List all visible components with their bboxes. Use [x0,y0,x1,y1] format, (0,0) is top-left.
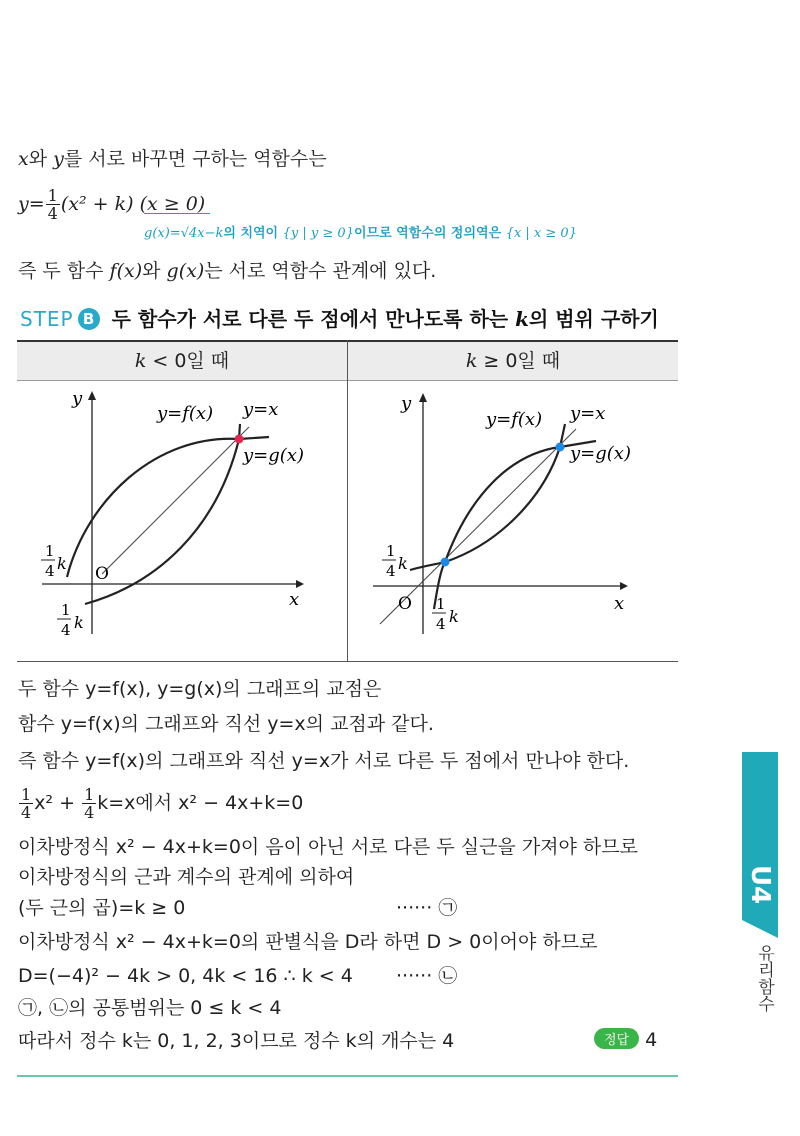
origin-label: O [398,594,412,614]
body-line-5: 이차방정식 x² − 4x+k=0이 음이 아닌 서로 다른 두 실근을 가져야 하므로 [18,836,638,858]
graph-k-nonnegative [348,379,678,661]
step-tag: STEP [20,307,74,331]
text: 즉 두 함수 [18,260,110,282]
yx-label: y=x [570,403,606,424]
curve-g [434,424,565,609]
case-header-left [17,340,347,381]
chapter-label: 유리함수 [754,944,774,1012]
g-label: y=g(x) [243,445,304,466]
intro-line-3 [18,258,436,284]
frac-num: 1 [84,785,95,804]
x-axis-arrow [296,580,304,588]
frac-den: 4 [436,615,446,633]
curve-f [410,441,596,570]
body-line-7: (두 근의 곱)=k ≥ 0 [18,897,186,919]
case-header-right [348,340,678,381]
body-line-9: D=(−4)² − 4k > 0, 4k < 16 ∴ k < 4 [18,965,353,987]
body-line-10: ㉠, ㉡의 공통범위는 0 ≤ k < 4 [18,997,282,1019]
bottom-rule [17,1075,678,1077]
text: 의 범위 구하기 [528,307,659,331]
y-axis-arrow [419,393,427,402]
note-math: g(x)=√4x−k [144,226,224,241]
answer-badge: 정답 [594,1028,639,1049]
frac-num: 1 [386,542,396,560]
var-k: k [515,307,529,331]
fraction [46,187,60,222]
frac-num: 1 [45,542,55,560]
body-line-2: 함수 y=f(x)의 그래프와 직선 y=x의 교점과 같다. [18,713,434,735]
frac-num: 1 [47,186,58,205]
text: x² + [34,792,76,814]
note-set: {x | x ≥ 0} [505,226,577,241]
y-label: y [72,388,83,409]
body-line-4 [18,784,303,822]
x-label: x [614,593,625,614]
math: f(x) [109,260,143,282]
frac-den: 4 [61,621,71,639]
var-x: x [18,148,29,170]
case-bottom-rule [17,661,678,662]
k-label: k [398,554,408,573]
answer [594,1028,657,1051]
chapter-code: U4 [745,865,775,905]
y-label: y [401,393,412,414]
frac-num: 1 [61,601,71,619]
g-label: y=g(x) [570,443,631,464]
frac-den: 4 [386,562,396,580]
step-title [112,307,659,331]
frac-num: 1 [21,785,32,804]
intersection-point [235,435,244,444]
x-label: x [289,589,300,610]
curve-f [67,437,269,577]
var-k: k [465,350,478,372]
body-line-6: 이차방정식의 근과 계수의 관계에 의하여 [18,866,355,888]
text: < 0일 때 [146,350,230,372]
note-text: 의 치역이 [223,226,283,241]
body-line-3: 즉 함수 y=f(x)의 그래프와 직선 y=x가 서로 다른 두 점에서 만나야 한다. [18,750,630,772]
var-y: y [53,148,64,170]
mark-2: ······ ㉡ [396,965,458,987]
frac-den: 4 [21,803,32,822]
inverse-equation [18,185,205,223]
frac-num: 1 [436,595,446,613]
frac-den: 4 [84,803,95,822]
text: 두 함수가 서로 다른 두 점에서 만나도록 하는 [111,307,516,331]
k-label: k [57,554,67,573]
f-label: y=f(x) [157,403,214,424]
f-label: y=f(x) [486,409,543,430]
step-letter-badge: B [78,308,100,330]
origin-label: O [95,564,109,584]
frac-den: 4 [45,562,55,580]
note-text: 이므로 역함수의 정의역은 [353,226,506,241]
body-line-8: 이차방정식 x² − 4x+k=0의 판별식을 D라 하면 D > 0이어야 하므로 [18,931,598,953]
x-axis-arrow [620,582,628,590]
k-label: k [449,607,459,626]
text: ≥ 0일 때 [477,350,561,372]
y-axis-arrow [88,391,96,400]
text: 를 서로 바꾸면 구하는 역함수는 [63,148,327,170]
k-label: k [74,613,84,632]
frac-den: 4 [47,204,58,223]
var-k: k [134,350,147,372]
body-line-11: 따라서 정수 k는 0, 1, 2, 3이므로 정수 k의 개수는 4 [18,1030,455,1052]
body-line-1: 두 함수 y=f(x), y=g(x)의 그래프의 교점은 [18,678,382,700]
note-set: {y | y ≥ 0} [282,226,354,241]
domain-note [144,222,577,241]
text: k=x에서 x² − 4x+k=0 [97,792,304,814]
condition-underline [144,213,210,214]
text: 는 서로 역함수 관계에 있다. [204,260,437,282]
intro-line-1 [18,146,327,172]
step-heading [20,303,659,332]
fraction [82,786,96,821]
text: 와 [142,260,167,282]
yx-label: y=x [243,399,279,420]
intersection-point-low [441,558,450,567]
mark-1: ······ ㉠ [396,897,458,919]
eq-lhs: y= [18,193,45,215]
answer-value: 4 [645,1029,658,1051]
eq-rhs: (x² + k) [60,193,134,215]
graph-k-negative [17,379,347,661]
text: 와 [28,148,54,170]
math: g(x) [166,260,205,282]
eq-condition: (x ≥ 0) [139,193,206,215]
fraction [19,786,33,821]
intersection-point-high [556,443,565,452]
